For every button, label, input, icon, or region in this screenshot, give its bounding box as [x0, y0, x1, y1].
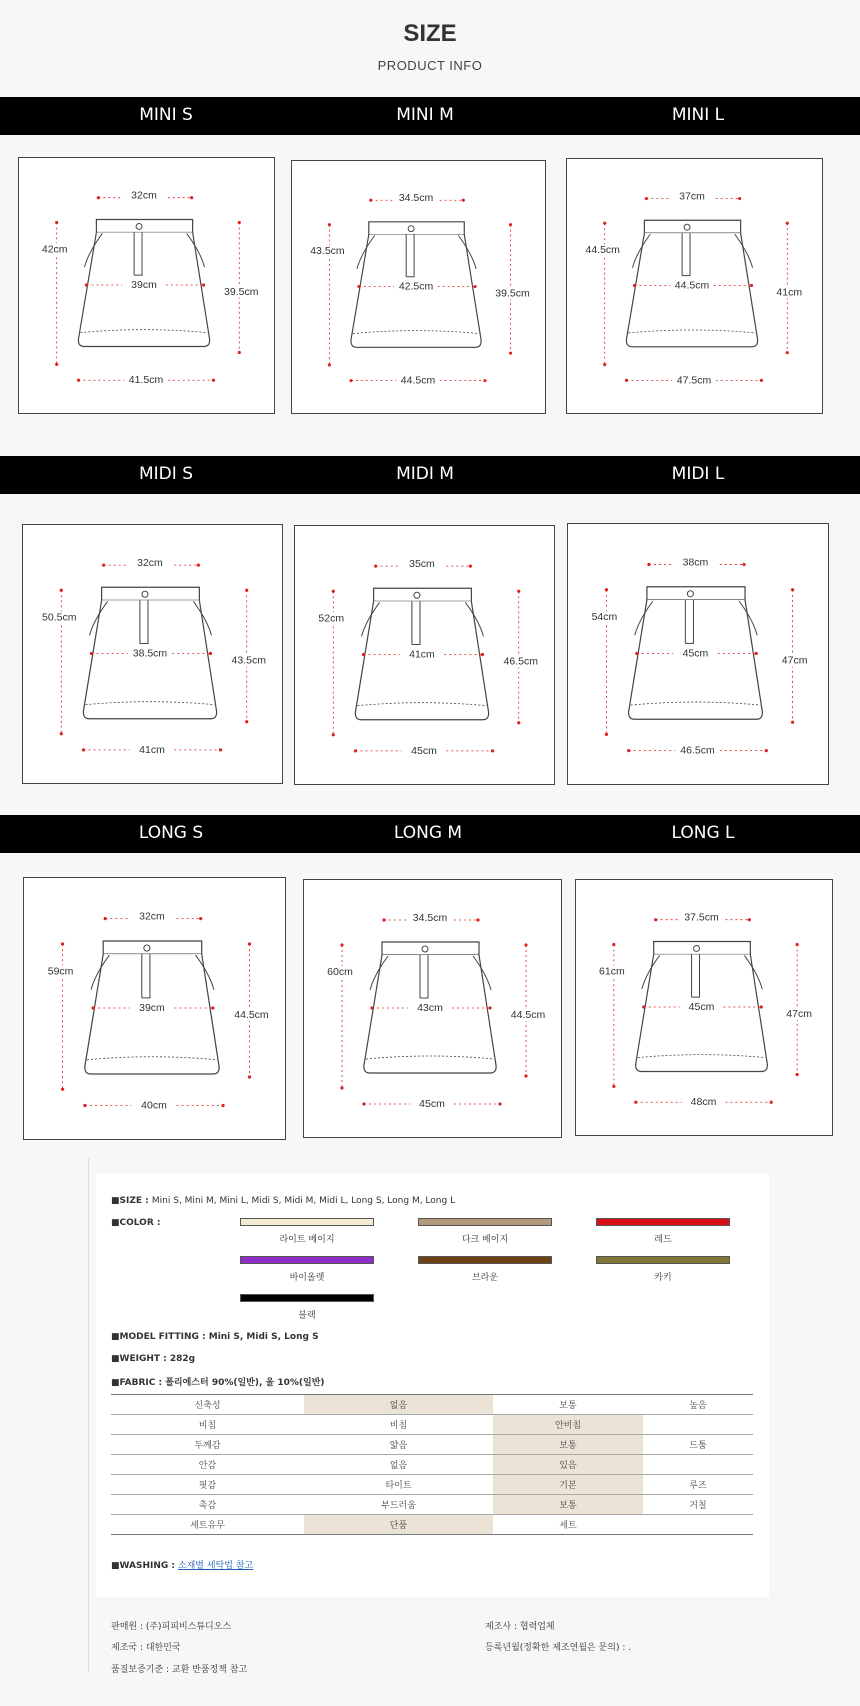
color-swatch [418, 1256, 552, 1264]
dimension-dot [211, 1006, 214, 1009]
dimension-dot [791, 588, 794, 591]
attribute-option: 안비침 [493, 1415, 643, 1435]
dimension-hem-label: 41.5cm [128, 374, 164, 387]
washing-guide-link[interactable]: 소재별 세탁법 참고 [177, 1561, 254, 1571]
size-label: LONG M [393, 823, 463, 843]
dimension-hem-label: 46.5cm [680, 744, 715, 757]
dimension-dot [474, 285, 477, 288]
attribute-name: 안감 [111, 1455, 304, 1475]
dimension-dot [603, 222, 606, 225]
skirt-diagram-card [18, 157, 275, 414]
dimension-total-label: 54cm [591, 611, 618, 624]
dimension-dot [209, 652, 212, 655]
waistband [96, 220, 192, 233]
dimension-total-label: 43.5cm [310, 245, 345, 258]
button-icon [694, 945, 700, 951]
dimension-dot [354, 749, 357, 752]
waistband [647, 587, 745, 600]
dimension-hip-label: 39cm [139, 1003, 165, 1015]
attribute-option: 부드러움 [304, 1495, 493, 1515]
dimension-dot [219, 748, 222, 751]
dimension-dot [332, 733, 335, 736]
dimension-total-label: 61cm [599, 965, 625, 978]
button-icon [142, 591, 148, 597]
dimension-side-label: 39.5cm [224, 285, 259, 298]
attribute-option [643, 1455, 753, 1475]
dimension-dot [483, 379, 486, 382]
dimension-dot [498, 1102, 501, 1105]
skirt-diagram [295, 526, 554, 784]
attribute-option: 없음 [304, 1395, 493, 1415]
dimension-dot [369, 199, 372, 202]
dimension-dot [238, 221, 241, 224]
dimension-dot [77, 379, 80, 382]
dimension-dot [770, 1101, 773, 1104]
dimension-dot [654, 918, 657, 921]
dimension-hip-label: 45cm [682, 647, 709, 660]
color-name: 라이트 베이지 [279, 1235, 335, 1245]
dimension-dot [199, 917, 202, 920]
skirt-diagram-card [22, 524, 283, 784]
dimension-dot [603, 363, 606, 366]
dimension-dot [647, 563, 650, 566]
dimension-dot [82, 748, 85, 751]
dimension-dot [104, 917, 107, 920]
attribute-option: 드툼 [643, 1435, 753, 1455]
attribute-row [111, 1455, 753, 1475]
dimension-dot [760, 1005, 763, 1008]
dimension-dot [796, 943, 799, 946]
size-label: LONG S [138, 823, 204, 843]
attribute-option: 비침 [304, 1415, 493, 1435]
dimension-hip-label: 42.5cm [398, 280, 434, 293]
attribute-name: 핏감 [111, 1475, 304, 1495]
button-icon [414, 592, 420, 598]
dimension-dot [786, 222, 789, 225]
attribute-option: 세트 [493, 1515, 643, 1535]
waistband [374, 588, 472, 601]
dimension-dot [248, 942, 251, 945]
dimension-total-label: 50.5cm [42, 611, 77, 624]
dimension-dot [340, 1086, 343, 1089]
attribute-option: 있음 [493, 1455, 643, 1475]
skirt-diagram [567, 159, 822, 413]
dimension-dot [738, 197, 741, 200]
fabric-info: ■FABRIC : 폴리에스터 90%(일반), 울 10%(일반) [111, 1378, 325, 1388]
dimension-hip-label: 38.5cm [132, 647, 168, 660]
dimension-dot [524, 1074, 527, 1077]
model-fitting-info: ■MODEL FITTING : Mini S, Midi S, Long S [111, 1332, 319, 1342]
dimension-total-label: 42cm [41, 243, 68, 256]
size-label: MINI L [671, 105, 725, 125]
color-name: 바이올렛 [289, 1273, 325, 1283]
skirt-diagram [24, 878, 285, 1139]
size-label: MIDI L [671, 464, 725, 484]
quality-guarantee-info: 품질보증기준 : 교환 반품정책 참고 [111, 1665, 248, 1675]
dimension-top-label: 35cm [409, 558, 435, 571]
attribute-row [111, 1475, 753, 1495]
dimension-dot [791, 721, 794, 724]
dimension-dot [245, 720, 248, 723]
size-label: MINI M [396, 105, 454, 125]
dimension-dot [197, 564, 200, 567]
dimension-dot [332, 590, 335, 593]
manufacturer-info: 제조사 : 협력업체 [485, 1622, 555, 1632]
color-name: 레드 [654, 1235, 672, 1245]
attribute-option: 루즈 [643, 1475, 753, 1495]
color-swatch [596, 1218, 730, 1226]
button-icon [687, 591, 693, 597]
dimension-total-label: 52cm [318, 612, 345, 625]
dimension-dot [786, 351, 789, 354]
size-title: SIZE [403, 20, 457, 47]
dimension-hem-label: 45cm [419, 1098, 445, 1110]
dimension-dot [462, 199, 465, 202]
dimension-dot [362, 1102, 365, 1105]
attribute-name: 비침 [111, 1415, 304, 1435]
size-label: MIDI S [139, 464, 193, 484]
attribute-name: 세트유무 [111, 1515, 304, 1535]
dimension-hem-label: 41cm [139, 743, 165, 756]
dimension-dot [625, 379, 628, 382]
dimension-dot [382, 918, 385, 921]
color-swatch [240, 1218, 374, 1226]
attribute-option: 타이트 [304, 1475, 493, 1495]
waistband [654, 942, 751, 955]
size-bar-long [0, 815, 860, 853]
dimension-dot [509, 352, 512, 355]
dimension-dot [476, 918, 479, 921]
dimension-hem-label: 48cm [690, 1096, 717, 1109]
dimension-dot [60, 732, 63, 735]
dimension-side-label: 47cm [786, 1007, 812, 1020]
dimension-hem-label: 45cm [411, 744, 437, 757]
dimension-top-label: 32cm [139, 911, 165, 923]
dimension-dot [61, 942, 64, 945]
skirt-diagram [23, 525, 282, 783]
skirt-diagram [292, 161, 545, 413]
dimension-hip-label: 43cm [417, 1002, 443, 1014]
dimension-dot [374, 565, 377, 568]
attribute-option: 보통 [493, 1395, 643, 1415]
attribute-row [111, 1495, 753, 1515]
dimension-hip-label: 39cm [131, 278, 157, 291]
dimension-side-label: 44.5cm [510, 1009, 546, 1021]
dimension-top-label: 38cm [682, 556, 709, 569]
size-bar-midi [0, 456, 860, 494]
dimension-dot [633, 284, 636, 287]
dimension-dot [491, 749, 494, 752]
dimension-dot [370, 1006, 373, 1009]
waistband [382, 942, 479, 955]
skirt-diagram [576, 880, 832, 1135]
dimension-dot [760, 379, 763, 382]
dimension-hem-label: 40cm [141, 1100, 167, 1112]
dimension-hip-label: 44.5cm [674, 279, 710, 292]
dimension-dot [102, 564, 105, 567]
skirt-diagram-card [566, 158, 823, 414]
attribute-option [643, 1415, 753, 1435]
dimension-dot [61, 1088, 64, 1091]
attribute-option: 기본 [493, 1475, 643, 1495]
dimension-top-label: 34.5cm [398, 192, 434, 205]
dimension-side-label: 39.5cm [495, 287, 530, 300]
dimension-side-label: 43.5cm [231, 654, 266, 667]
panel-divider [88, 1158, 89, 1673]
attribute-row [111, 1515, 753, 1535]
origin-info: 제조국 : 대한민국 [111, 1643, 181, 1653]
color-swatch [240, 1294, 374, 1302]
dimension-dot [605, 588, 608, 591]
dimension-dot [221, 1104, 224, 1107]
dimension-hem-label: 44.5cm [400, 374, 436, 387]
dimension-hip-label: 45cm [688, 1000, 715, 1013]
dimension-dot [469, 565, 472, 568]
attribute-option: 보통 [493, 1435, 643, 1455]
color-name: 카키 [654, 1273, 672, 1283]
attribute-row [111, 1415, 753, 1435]
attribute-option: 없음 [304, 1455, 493, 1475]
color-name: 브라운 [471, 1273, 499, 1283]
dimension-side-label: 47cm [781, 654, 808, 667]
dimension-dot [357, 285, 360, 288]
color-info-label: ■COLOR : [111, 1218, 161, 1228]
dimension-dot [97, 196, 100, 199]
size-label: MINI S [139, 105, 193, 125]
dimension-dot [362, 653, 365, 656]
color-name: 다크 베이지 [461, 1235, 509, 1245]
dimension-dot [238, 351, 241, 354]
skirt-diagram [304, 880, 561, 1137]
attribute-option: 보통 [493, 1495, 643, 1515]
waistband [102, 587, 200, 600]
dimension-dot [328, 223, 331, 226]
dimension-dot [328, 363, 331, 366]
dimension-dot [349, 379, 352, 382]
dimension-dot [60, 589, 63, 592]
size-label: LONG L [671, 823, 735, 843]
dimension-dot [750, 284, 753, 287]
dimension-top-label: 37.5cm [684, 911, 719, 924]
button-icon [422, 946, 428, 952]
dimension-dot [748, 918, 751, 921]
dimension-top-label: 32cm [131, 189, 157, 202]
button-icon [684, 224, 690, 230]
waistband [644, 220, 740, 233]
product-attributes-table [111, 1394, 753, 1535]
dimension-dot [612, 1085, 615, 1088]
product-info-subtitle: PRODUCT INFO [377, 58, 483, 73]
dimension-total-label: 59cm [47, 966, 74, 978]
skirt-diagram [568, 524, 828, 784]
attribute-option: 높음 [643, 1395, 753, 1415]
dimension-dot [212, 379, 215, 382]
dimension-dot [488, 1006, 491, 1009]
dimension-dot [612, 943, 615, 946]
dimension-dot [635, 652, 638, 655]
skirt-diagram-card [291, 160, 546, 414]
dimension-dot [85, 283, 88, 286]
attribute-name: 신축성 [111, 1395, 304, 1415]
color-name: 블랙 [298, 1311, 316, 1321]
attribute-name: 촉감 [111, 1495, 304, 1515]
attribute-option: 단품 [304, 1515, 493, 1535]
dimension-dot [55, 363, 58, 366]
attribute-option: 얇음 [304, 1435, 493, 1455]
dimension-dot [90, 652, 93, 655]
dimension-dot [248, 1075, 251, 1078]
dimension-top-label: 34.5cm [412, 912, 448, 924]
dimension-top-label: 37cm [679, 190, 705, 203]
attribute-option: 거칠 [643, 1495, 753, 1515]
skirt-diagram [19, 158, 274, 413]
dimension-dot [645, 197, 648, 200]
size-label: MIDI M [396, 464, 454, 484]
attribute-row [111, 1435, 753, 1455]
dimension-hem-label: 47.5cm [676, 374, 712, 387]
color-swatch [596, 1256, 730, 1264]
dimension-dot [517, 721, 520, 724]
size-bar-mini [0, 97, 860, 135]
attribute-name: 두께감 [111, 1435, 304, 1455]
dimension-total-label: 60cm [327, 966, 353, 978]
dimension-dot [634, 1101, 637, 1104]
skirt-diagram-card [303, 879, 562, 1138]
skirt-diagram-card [23, 877, 286, 1140]
color-swatch [240, 1256, 374, 1264]
dimension-side-label: 46.5cm [503, 655, 538, 668]
dimension-dot [190, 196, 193, 199]
button-icon [144, 945, 150, 951]
dimension-dot [509, 223, 512, 226]
skirt-diagram-card [575, 879, 833, 1136]
dimension-dot [91, 1006, 94, 1009]
color-swatch [418, 1218, 552, 1226]
dimension-dot [55, 221, 58, 224]
waistband [103, 941, 202, 954]
registration-date-info: 등록년월(정확한 제조연월은 문의) : . [485, 1643, 632, 1653]
skirt-diagram-card [294, 525, 555, 785]
attribute-option [643, 1515, 753, 1535]
dimension-dot [524, 943, 527, 946]
dimension-dot [755, 652, 758, 655]
dimension-dot [742, 563, 745, 566]
dimension-dot [340, 943, 343, 946]
button-icon [136, 223, 142, 229]
size-info: ■SIZE : Mini S, Mini M, Mini L, Midi S, Midi M, Midi L, Long S, Long M, Long L [111, 1196, 456, 1206]
dimension-dot [83, 1104, 86, 1107]
dimension-side-label: 41cm [776, 286, 803, 299]
dimension-top-label: 32cm [137, 557, 163, 570]
waistband [369, 222, 464, 235]
dimension-dot [765, 749, 768, 752]
dimension-dot [202, 283, 205, 286]
dimension-total-label: 44.5cm [585, 243, 620, 256]
dimension-dot [627, 749, 630, 752]
dimension-dot [605, 733, 608, 736]
attribute-row [111, 1395, 753, 1415]
dimension-hip-label: 41cm [409, 648, 435, 661]
dimension-side-label: 44.5cm [234, 1010, 269, 1022]
dimension-dot [517, 590, 520, 593]
dimension-dot [481, 653, 484, 656]
dimension-dot [245, 589, 248, 592]
button-icon [408, 226, 414, 232]
skirt-diagram-card [567, 523, 829, 785]
weight-info: ■WEIGHT : 282g [111, 1354, 196, 1364]
dimension-dot [796, 1073, 799, 1076]
seller-info: 판매원 : (주)피피비스튜디오스 [111, 1622, 232, 1632]
washing-info: ■WASHING : 소재별 세탁법 참고 [111, 1561, 254, 1571]
dimension-dot [642, 1005, 645, 1008]
